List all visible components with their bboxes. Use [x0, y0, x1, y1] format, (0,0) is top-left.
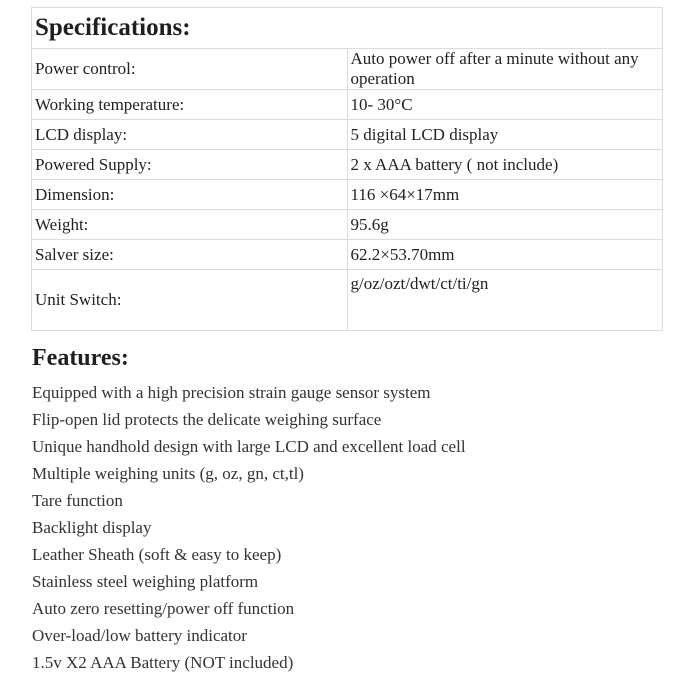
- feature-item: Multiple weighing units (g, oz, gn, ct,tl): [32, 464, 304, 483]
- spec-row-dimension: [32, 180, 663, 210]
- feature-item: Backlight display: [32, 518, 152, 537]
- spec-label: Dimension:: [32, 180, 348, 210]
- specifications-heading: Specifications:: [32, 8, 663, 49]
- feature-item: Over-load/low battery indicator: [32, 626, 247, 645]
- spec-value: 95.6g: [347, 210, 663, 240]
- spec-row-unit-switch: [32, 270, 663, 331]
- features-heading: Features:: [32, 345, 129, 371]
- feature-item: Auto zero resetting/power off function: [32, 599, 295, 618]
- spec-label: Powered Supply:: [32, 150, 348, 180]
- spec-value: 2 x AAA battery ( not include): [347, 150, 663, 180]
- spec-row-power-control: [32, 49, 663, 90]
- spec-label: LCD display:: [32, 120, 348, 150]
- spec-row-weight: [32, 210, 663, 240]
- feature-item: Flip-open lid protects the delicate weighing surface: [32, 410, 382, 429]
- spec-value: Auto power off after a minute without any operation: [347, 49, 663, 90]
- specifications-title-row: [32, 8, 663, 49]
- specifications-table: [31, 7, 663, 331]
- spec-label: Power control:: [32, 49, 348, 90]
- spec-value: g/oz/ozt/dwt/ct/ti/gn: [347, 270, 663, 331]
- feature-item: 1.5v X2 AAA Battery (NOT included): [32, 653, 294, 672]
- feature-item: Stainless steel weighing platform: [32, 572, 259, 591]
- spec-value: 116 ×64×17mm: [347, 180, 663, 210]
- spec-value: 10- 30°C: [347, 90, 663, 120]
- spec-label: Unit Switch:: [32, 270, 348, 331]
- spec-value: 5 digital LCD display: [347, 120, 663, 150]
- feature-item: Leather Sheath (soft & easy to keep): [32, 545, 282, 564]
- spec-row-powered-supply: [32, 150, 663, 180]
- spec-label: Working temperature:: [32, 90, 348, 120]
- feature-item: Equipped with a high precision strain gauge sensor system: [32, 383, 431, 402]
- feature-item: Unique handhold design with large LCD and excellent load cell: [32, 437, 466, 456]
- spec-label: Weight:: [32, 210, 348, 240]
- feature-item: Tare function: [32, 491, 123, 510]
- spec-row-lcd-display: [32, 120, 663, 150]
- spec-label: Salver size:: [32, 240, 348, 270]
- features-list: [32, 379, 466, 676]
- spec-row-working-temperature: [32, 90, 663, 120]
- spec-value: 62.2×53.70mm: [347, 240, 663, 270]
- spec-row-salver-size: [32, 240, 663, 270]
